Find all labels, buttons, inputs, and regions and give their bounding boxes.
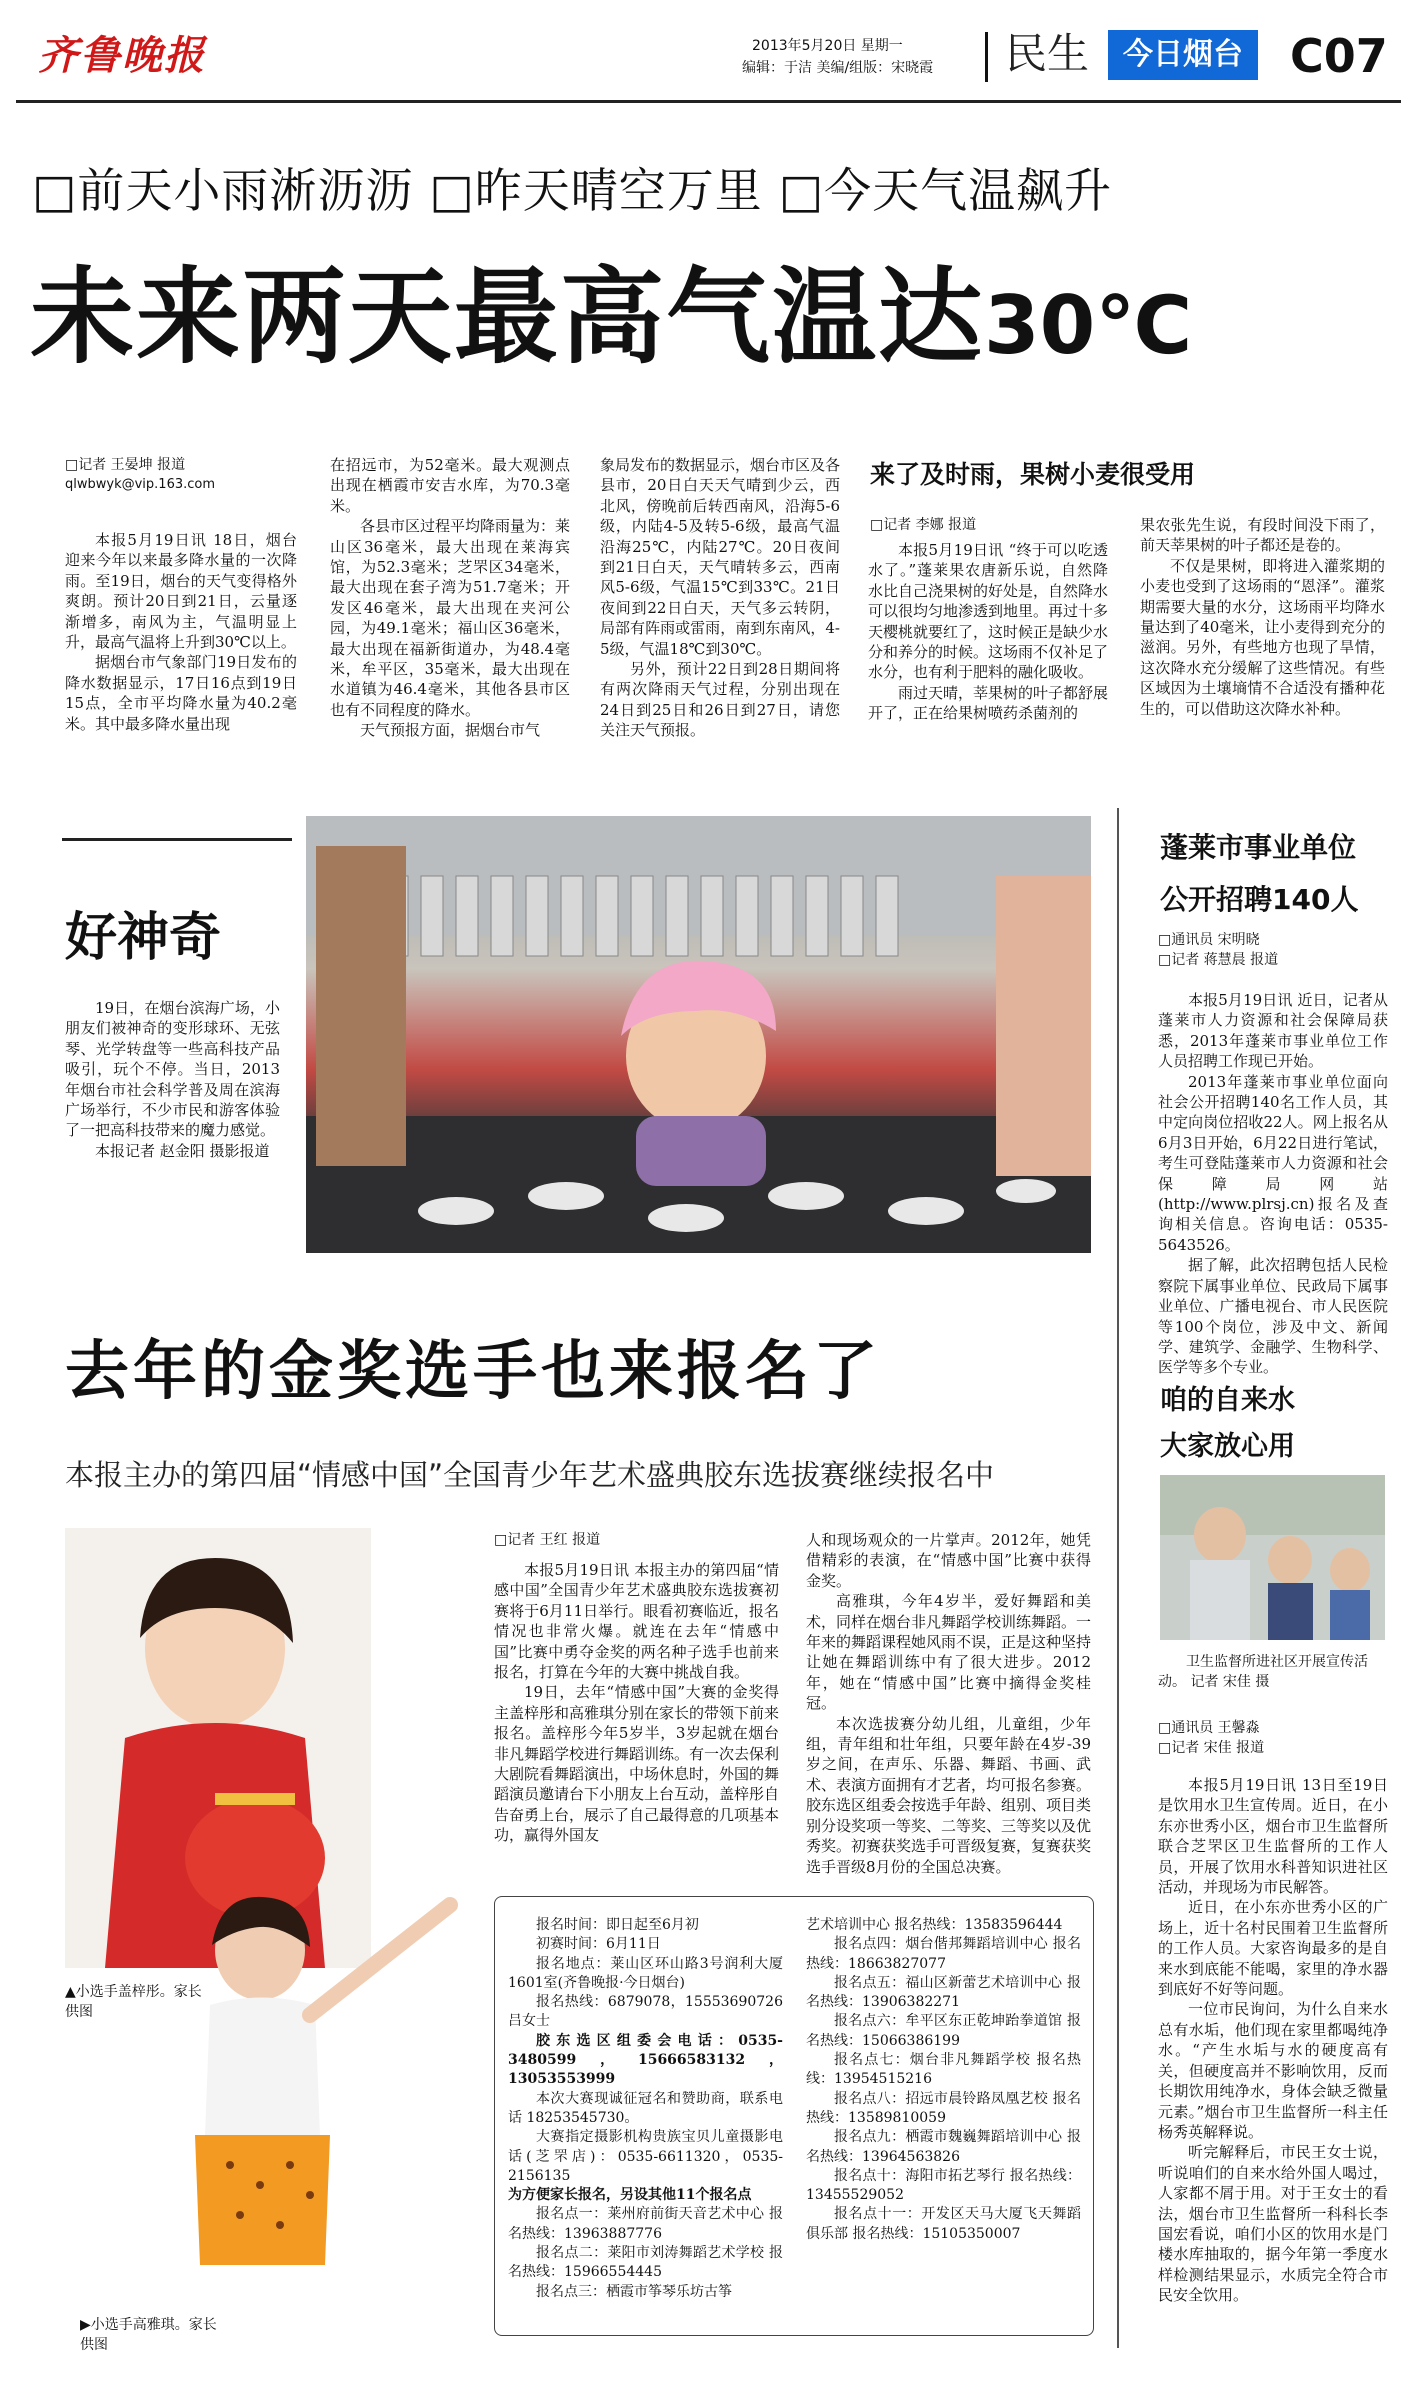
gold-byline: □记者 王红 报道 [494,1532,601,1548]
photo-illustration [1160,1475,1385,1640]
fruit-headline: 来了及时雨，果树小麦很受用 [870,460,1196,489]
photo-illustration [306,816,1091,1253]
paragraph: 听完解释后，市民王女士说，听说咱们的自来水给外国人喝过，人家都不屑于用。对于王女士的看法，烟台市卫生监督所一科科长李国宏看说，咱们小区的饮用水是门楼水库抽取的，据今年第一季度水样检测结果显示，水质完全符合市民安全饮用。 [1158,2143,1388,2305]
water-event-photo [1160,1475,1385,1640]
info-line: 报名时间：即日起至6月初 [536,1917,699,1933]
info-line: 胶东选区组委会电话：0535-3480599，15666583132，13053553999 [508,2032,783,2088]
weather-column-2 [330,455,570,790]
masthead-divider [985,32,988,82]
byline-line: □记者 蒋慧晨 报道 [1158,952,1279,968]
info-line: 报名点八：招远市晨铃路凤凰艺校 报名热线：13589810059 [806,2090,1081,2126]
paragraph: 本报5月19日讯 “终于可以吃透水了。”蓬莱果农唐新乐说，自然降水比自己浇果树的好处是，自然降水可以很均匀地渗透到地里。再过十多天樱桃就要红了，这时候正是缺少水分和养分的时候。这场雨不仅补足了水分，也有利于肥料的融化吸收。 [868,541,1109,682]
paragraph: 本报5月19日讯 13日至19日是饮用水卫生宣传周。近日，在小东亦世秀小区，烟台市卫生监督所联合芝罘区卫生监督所的工作人员，开展了饮用水科普知识进社区活动，并现场为市民解答。 [1158,1776,1388,1897]
paragraph: 19日，去年“情感中国”大赛的金奖得主盖梓彤和高雅琪分别在家长的带领下前来报名。盖梓彤今年5岁半，3岁起就在烟台非凡舞蹈学校进行舞蹈训练。有一次去保利大剧院看舞蹈演出，中场休息时，外国的舞蹈演员邀请台下小朋友上台互动，盖梓彤自告奋勇上台，展示了自己最得意的几项基本功，赢得外国友 [494,1683,780,1845]
penglai-headline-2: 公开招聘140人 [1160,883,1359,916]
fruit-column-1 [868,540,1108,790]
penglai-byline [1158,930,1278,970]
info-line: 报名地点：莱山区环山路3号润利大厦1601室(齐鲁晚报·今日烟台) [508,1955,783,1991]
water-body [1158,1775,1388,2335]
paragraph: 本报记者 赵金阳 摄影报道 [95,1141,270,1160]
paragraph: 另外，预计22日到28日期间将有两次降雨天气过程，分别出现在24日到25日和26日到27日，请您关注天气预报。 [600,660,840,740]
info-line: 报名热线：6879078，15553690726吕女士 [508,1994,783,2030]
info-line: 报名点四：烟台偕邦舞蹈培训中心 报名热线：18663827077 [806,1936,1081,1972]
paragraph: 高雅琪，今年4岁半，爱好舞蹈和美术，同样在烟台非凡舞蹈学校训练舞蹈。一年来的舞蹈课程她风雨不误，正是这种坚持让她在舞蹈训练中有了很大进步。2012年，她在“情感中国”比赛中摘得金奖桂冠。 [806,1592,1092,1713]
sidebar-divider [1117,808,1119,2348]
info-line: 报名点六：牟平区东正乾坤跆拳道馆 报名热线：15066386199 [806,2013,1081,2049]
info-line: 报名点一：莱州府前街天音艺术中心 报名热线：13963887776 [508,2206,783,2242]
penglai-body [1158,990,1388,1377]
info-line: 报名点三：栖霞市筝琴乐坊古筝 [536,2283,732,2300]
paragraph: 果农张先生说，有段时间没下雨了，前天莘果树的叶子都还是卷的。 [1140,516,1385,555]
header-rule [16,100,1401,103]
info-line: 大赛指定摄影机构贵族宝贝儿童摄影电话(芝罘店)：0535-6611320，0535-2156135 [508,2129,783,2184]
paragraph: 本报5月19日讯 18日，烟台迎来今年以来最多降水量的一次降雨。至19日，烟台的天气变得格外爽朗。预计20日到21日，云量逐渐增多，南风为主，气温明显上升，最高气温将上升到30℃以上。 [65,531,297,652]
registration-info-left [508,1916,783,2326]
gold-column-2 [806,1530,1091,1880]
fruit-byline: □记者 李娜 报道 [870,517,977,533]
section-name: 民生 [1005,29,1090,78]
science-fair-photo [306,816,1091,1253]
info-line: 报名点十一：开发区天马大厦飞天舞蹈俱乐部 报名热线：15105350007 [806,2206,1081,2242]
photo-illustration [150,1885,480,2325]
editor-credits: 编辑：于洁 美编/组版：宋晓霞 [742,60,934,76]
water-headline-1: 咱的自来水 [1160,1385,1295,1416]
paragraph: 本报5月19日讯 近日，记者从蓬莱市人力资源和社会保障局获悉，2013年蓬莱市事业单位工作人员招聘工作现已开始。 [1158,991,1388,1071]
byline-line: □通讯员 王馨淼 [1158,1720,1260,1736]
info-line: 报名点十：海阳市拓艺琴行 报名热线：13455529052 [806,2167,1081,2204]
info-line: 报名点七：烟台非凡舞蹈学校 报名热线：13954515216 [806,2052,1081,2088]
weather-byline [65,455,305,495]
page-number: C07 [1290,29,1388,83]
feature-accent-rule [62,838,292,841]
weather-column-3 [600,455,840,790]
paragraph: 据了解，此次招聘包括人民检察院下属事业单位、民政局下属事业单位、广播电视台、市人民医院等100个岗位，涉及中文、新闻学、建筑学、金融学、生物科学、医学等多个专业。 [1158,1256,1388,1377]
paragraph: 在招远市，为52毫米。最大观测点出现在栖霞市安吉水库，为70.3毫米。 [330,456,570,515]
info-line: 初赛时间：6月11日 [536,1936,661,1953]
issue-date: 2013年5月20日 星期一 [752,38,903,54]
fruit-column-2 [1140,515,1385,790]
byline-line: □记者 宋佳 报道 [1158,1740,1265,1756]
water-headline-2: 大家放心用 [1160,1431,1295,1462]
gold-column-1 [494,1560,779,1880]
story-headline [30,256,1193,403]
paragraph: 19日，在烟台滨海广场，小朋友们被神奇的变形球环、无弦琴、光学转盘等一些高科技产品吸引，玩个不停。当日，2013年烟台市社会科学普及周在滨海广场举行，不少市民和游客体验了一把高科技带来的魔力感觉。 [65,999,280,1140]
paragraph: 天气预报方面，据烟台市气 [360,721,541,740]
byline-email: qlwbwyk@vip.163.com [65,477,216,492]
paragraph: 雨过天晴，莘果树的叶子都舒展开了，正在给果树喷药杀菌剂的 [868,683,1109,723]
headline-temperature: 30℃ [984,279,1193,372]
caption-2: ▶小选手高雅琪。家长供图 [80,2317,217,2353]
paragraph: 据烟台市气象部门19日发布的降水数据显示，17日16点到19日15点，全市平均降水量为40.2毫米。其中最多降水量出现 [65,653,297,733]
paragraph: 本报5月19日讯 本报主办的第四届“情感中国”全国青少年艺术盛典胶东选拔赛初赛将于6月11日举行。眼看初赛临近，报名情况也非常火爆。就连在去年“情感中国”比赛中勇夺金奖的两名种子选手也前来报名，打算在今年的大赛中挑战自我。 [494,1561,779,1682]
paragraph: 象局发布的数据显示，烟台市区及各县市，20日白天天气晴到少云，西北风，傍晚前后转西南风，沿海5-6级，内陆4-5及转5-6级，最高气温沿海25℃，内陆27℃。20日夜间到21日白天，天气晴转多云，西南风5-6级，气温15℃到33℃。21日夜间到22日白天，天气多云转阴，局部有阵雨或雷雨，南到东南风，4-5级，气温18℃到30℃。 [600,456,841,658]
gold-subheadline: 本报主办的第四届“情感中国”全国青少年艺术盛典胶东选拔赛继续报名中 [65,1458,995,1492]
paragraph: 不仅是果树，即将进入灌浆期的小麦也受到了这场雨的“恩泽”。灌浆期需要大量的水分，这场雨平均降水量达到了40毫米，让小麦得到充分的滋润。另外，有些地方也现了旱情，这次降水充分缓解了这些情况。有些区域因为土壤墒情不合适没有播种花生的，可以借助这次降水补种。 [1140,556,1385,718]
water-byline [1158,1718,1264,1758]
info-line: 报名点五：福山区新蕾艺术培训中心 报名热线：13906382271 [806,1974,1081,2011]
penglai-headline-1: 蓬莱市事业单位 [1160,831,1357,864]
info-line: 为方便家长报名，另设其他11个报名点 [508,2187,752,2204]
newspaper-logo: 齐鲁晚报 [38,32,206,79]
story-kicker: □前天小雨淅沥沥 □昨天晴空万里 □今天气温飙升 [32,164,1113,219]
paragraph: 人和现场观众的一片掌声。2012年，她凭借精彩的表演，在“情感中国”比赛中获得金奖。 [806,1531,1091,1590]
byline-line: □通讯员 宋明晓 [1158,932,1260,948]
byline-reporter: □记者 王晏坤 报道 [65,457,186,473]
weather-column-1 [65,530,297,790]
paragraph: 各县市区过程平均降雨量为：莱山区36毫米，最大出现在莱海宾馆，为52.3毫米；芝罘区34毫米，最大出现在套子湾为51.7毫米；开发区46毫米，最大出现在夹河公园，为49.1毫米；福山区36毫米，最大出现在福新街道办，为48.4毫米，牟平区，35毫米，最大出现在水道镇为46.4毫米，其他各县市区也有不同程度的降水。 [330,517,571,719]
feature-caption [65,998,280,1218]
gold-headline: 去年的金奖选手也来报名了 [65,1335,881,1409]
paragraph: 一位市民询问，为什么自来水总有水垢，他们现在家里都喝纯净水。“产生水垢与水的硬度高有关，但硬度高并不影响饮用，反而长期饮用纯净水，身体会缺乏微量元素。”烟台市卫生监督所一科主任杨秀英解释说。 [1158,2000,1388,2141]
paragraph: 2013年蓬莱市事业单位面向社会公开招聘140名工作人员，其中定向岗位招收22人。网上报名从6月3日开始，6月22日进行笔试，考生可登陆蓬莱市人力资源和社会保障局网站(http://www.plrsj.cn)报名及查询相关信息。咨询电话：0535-5643526。 [1158,1072,1388,1254]
info-line: 艺术培训中心 报名热线：13583596444 [806,1917,1063,1933]
headline-text: 未来两天最高气温达 [30,256,985,378]
feature-headline: 好神奇 [65,908,222,968]
water-photo-caption: 卫生监督所进社区开展宣传活动。 记者 宋佳 摄 [1158,1654,1368,1690]
registration-info-right [806,1916,1081,2326]
caption-1: ▲小选手盖梓彤。家长供图 [65,1984,202,2020]
paragraph: 本次选拔赛分幼儿组，儿童组，少年组，青年组和壮年组，只要年龄在4岁-39岁之间，在声乐、乐器、舞蹈、书画、武术、表演方面拥有才艺者，均可报名参赛。胶东选区组委会按选手年龄、组别、项目类别分设奖项一等奖、二等奖、三等奖以及优秀奖。初赛获奖选手可晋级复赛，复赛获奖选手晋级8月份的全国总决赛。 [806,1714,1092,1876]
paragraph: 近日，在小东亦世秀小区的广场上，近十名村民围着卫生监督所的工作人员。大家咨询最多的是自来水到底能不能喝，家里的净水器到底好不好等问题。 [1158,1898,1388,1999]
section-badge: 今日烟台 [1108,30,1258,80]
info-line: 报名点九：栖霞市魏巍舞蹈培训中心 报名热线：13964563826 [806,2129,1081,2165]
info-line: 本次大赛现诚征冠名和赞助商，联系电话 18253545730。 [508,2090,783,2126]
info-line: 报名点二：莱阳市刘涛舞蹈艺术学校 报名热线：15966554445 [508,2245,783,2281]
contestant-photo-2 [150,1885,480,2325]
